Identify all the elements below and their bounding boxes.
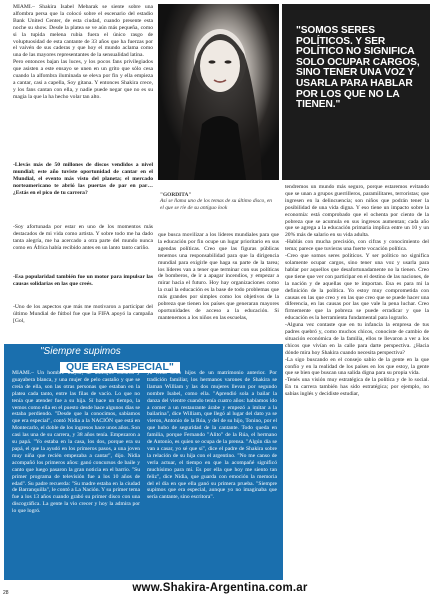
photo-caption-title: "GORDITA"	[160, 191, 192, 198]
page-number: 28	[3, 590, 9, 596]
question-2: -Esa popularidad también fue un motor para impulsar las causas solidarias en las que creés.	[13, 274, 153, 287]
article-column-right: tendremos un mundo más seguro, porque estaremos evitando que se unan a grupos guerrilleros, paramilitares, terroristas; que ingresen en la delincuencia; son niños que podrán tener la posibilidad de una vida digna. Y eso tiene un impacto sobre la economía: está comprobado que el ochenta por ciento de la pobreza que se acumula en sus ingresos aumentan; cada año que se agrega a la educación primaria implica entre un 10 y un 20% más de salario en su vida adulta. -Hablás con mucha precisión, con cifras y conocimiento del tema; parece que tuvieras una fuerte vocación política. -Creo que somos seres políticos. Y ser político no significa solamente ocupar cargos, sino tener una voz y usarla para hablar por aquellos que desafortunadamente no la tienen. Creo que tiene que ver con participar en el destino de las naciones, de la nación y de aquellas que te importan. Esa es para mí la definición de la política. Yo estoy muy comprometida con causas en las que creo y en las que creo que se puede hacer una diferencia, en las causas por las que vale la pena luchar. Creo firmemente que la pobreza se puede erradicar y que la educación es la herramienta fundamental para lograrlo. -Alguna vez contaste que en tu infancia la empresa de tus padres quebró y, como muchos chicos, conociste de cambio de situación económica de la familia, ellos te llevaron a ver a los chicos que vivían en la calle para darte perspectiva. ¿Hacia dónde mira hoy Shakira cuando necesita perspectiva? -La sigo buscando en el consejo sabio de la gente en la que confío y en la realidad de los países en los que estoy, la gente que se bien que buscan una salida digna para su propia vida. -Tenés una visión muy estratégica de la política y de lo social. En tu carrera también has sido estratégica; por ejemplo, no sabías inglés y decidiste estudiar,	[285, 184, 429, 398]
portrait-photo	[158, 4, 279, 180]
photo-caption	[160, 185, 277, 225]
sidebar-column-2: ya tenía ocho hijos de un matrimonio anterior. Por tradición familiar, los hermanos varones de Shakira se llaman William y las dos mujeres llevan por segundo nombre Isabel, como ella. "Aprendió sola a bailar la danza del vientre cuando tenía cuatro años: habíamos ido a comer a un restaurante árabe y empezó a imitar a la bailarina", dice William, que llegó al lugar del dato ya se vieron, Antonio de la Rúa, y del de su hijo, Tonino, por el que hubo de seguridad de la cantante. Todo queda en familia, porque Fernando "Alito" de la Rúa, el hermano de Antonio, es quien se ocupa de la prensa. "Algún día se van a casar, yo sé que sí", dice el padre de Shakira sobre la relación de su hija con el argentino. "No me canso de verla actuar, el tiempo en que la acompañé significó muchísimo para mí. Es por ella que hoy me siento tan feliz", dice Nidia, que guarda con emoción la memoria del el día en que ella ganó su primera prueba. "Siempre supimos que era especial, aunque yo no imaginaba que sería cantante, sino escritora".	[147, 370, 277, 501]
pull-quote-text: "SOMOS SERES POLÍTICOS. Y SER POLÍTICO NO SIGNIFICA SOLO OCUPAR CARGOS, SINO TENER UNA VOZ Y USARLA PARA HABLAR POR LOS QUE NO LA TIENEN."	[296, 25, 420, 111]
answer-1: -Soy afortunada por estar en uno de los momentos más destacados de mi vida como artista. Y sobre todo me ha dado tanta alegría, me ha acercado a otra parte del mundo nunca como en África había recibido antes en un lanto tanto cariño.	[13, 224, 153, 251]
question-1: -Llevás más de 50 millones de discos vendidos a nivel mundial; este año tuviste oportunidad de cantar en el Mundial, el evento más visto del planeta; el mercado norteamericano te abrió las puertas de par en par… ¿Estás en el pico de tu carrera?	[13, 162, 153, 196]
sidebar-column-1: MIAMI.– Un hombre mayor, de anteojos oscuros y guayabera blanca, y una mujer de pelo castaño y que se creía de ella, son las otras personas que estaban en la platea cada tanto, entre las filas de vacío. Lo que no tenía que atender fue a su hija. Sí hace un tiempo, la vemos como ella en el puesto desde hace algunos días se estaba perdiendo. "Desde que la conocimos, sabíamos que era especial", contó Nidia a la NACIÓN que está en Montecarlo, el doble de los ingresos hace unos años. Son casi las una de su carrera, y 38 años tenía. Empezaron a su papá. "Yo estaba en la casa, los dos, porque era su papá, el que la ayudó en los primeros pasos, a una joven muy niña que recién empezaba a cantar", dijo. Nidia acompañó los primeros años: ganó concursos de baile y canto que luego pasaron la gran noticia en el barrio. "Su primer programa de televisión fue a los 10 años de edad". Su padre recuerda: "Su madre estaba en la ciudad de Barranquilla", le contó a La Nación. Y su primer tema fue a los 13 años cuando grabó su primer disco con una discográfica. La gente la vio crecer y hoy la admira por lo que logró.	[12, 370, 140, 515]
sidebar-title-bottom: QUE ERA ESPECIAL"	[60, 362, 180, 373]
pull-quote-box	[282, 4, 430, 180]
article-column-left-top: MIAMI.– Shakira Isabel Mebarak se siente sobre una alfombra persa que la colocó sobre el escenario del estadio Bank United Center, de esta ciudad, cuando presente esta noche su show. Desde la platea se ve aún más pequeña, como si la tupida melena rubia fuera el único rasgo de voluptuosidad de esta cantante de 33 años que ha fuerzas por el vaivén de sus caderas y que hoy el mundo aclama como una de las mayores representantes de la sensualidad latina. Pero entonces bajan las luces, y los pocos fans privilegiados que asisten a este ensayo se unen en un grito que sólo cesa cuando la alfombra iluminada se eleva por fin y ella empieza a cantar, casi a capella, Soy gitana. Y entonces Shakira crece, y los fans cantan con ella, y nadie puede negar que no es su magia la que la ha hecho volar tan alto.	[13, 4, 153, 100]
sidebar-title-top: "Siempre supimos	[40, 346, 121, 357]
footer-website: www.Shakira-Argentina.com.ar	[132, 582, 308, 594]
answer-2-start: -Uno de los aspectos que más me motivaron a participar del último Mundial de fútbol fue que la FIFA apoyó la campaña [Gol,	[13, 304, 153, 324]
photo-caption-text: Así se llama uno de los temas de su último disco, en el que se ríe de su antiguo look	[160, 198, 272, 211]
portrait-silhouette	[158, 4, 279, 180]
answer-2-continued: que busca movilizar a los líderes mundiales para que la educación por fin ocupe un lugar prioritario en sus agendas políticas. Creo que las figuras públicas tenemos una responsabilidad para que la dirigencia mundial para exigirle que haga su parte de la tarea; los líderes van a tener que terminar con sus políticas de bomberos, de ir a apagar incendios, y empezar a mirar hacia el futuro. Hoy hay organizaciones como la cual la educación es la base de todo problemas que más grandes por simples como los objetivos de la pobreza que tienen los países que generaran mayores oportunidades de acceso a la educación. Si mantenemos a los niños en las escuelas,	[158, 232, 279, 321]
sidebar-box	[4, 344, 283, 580]
